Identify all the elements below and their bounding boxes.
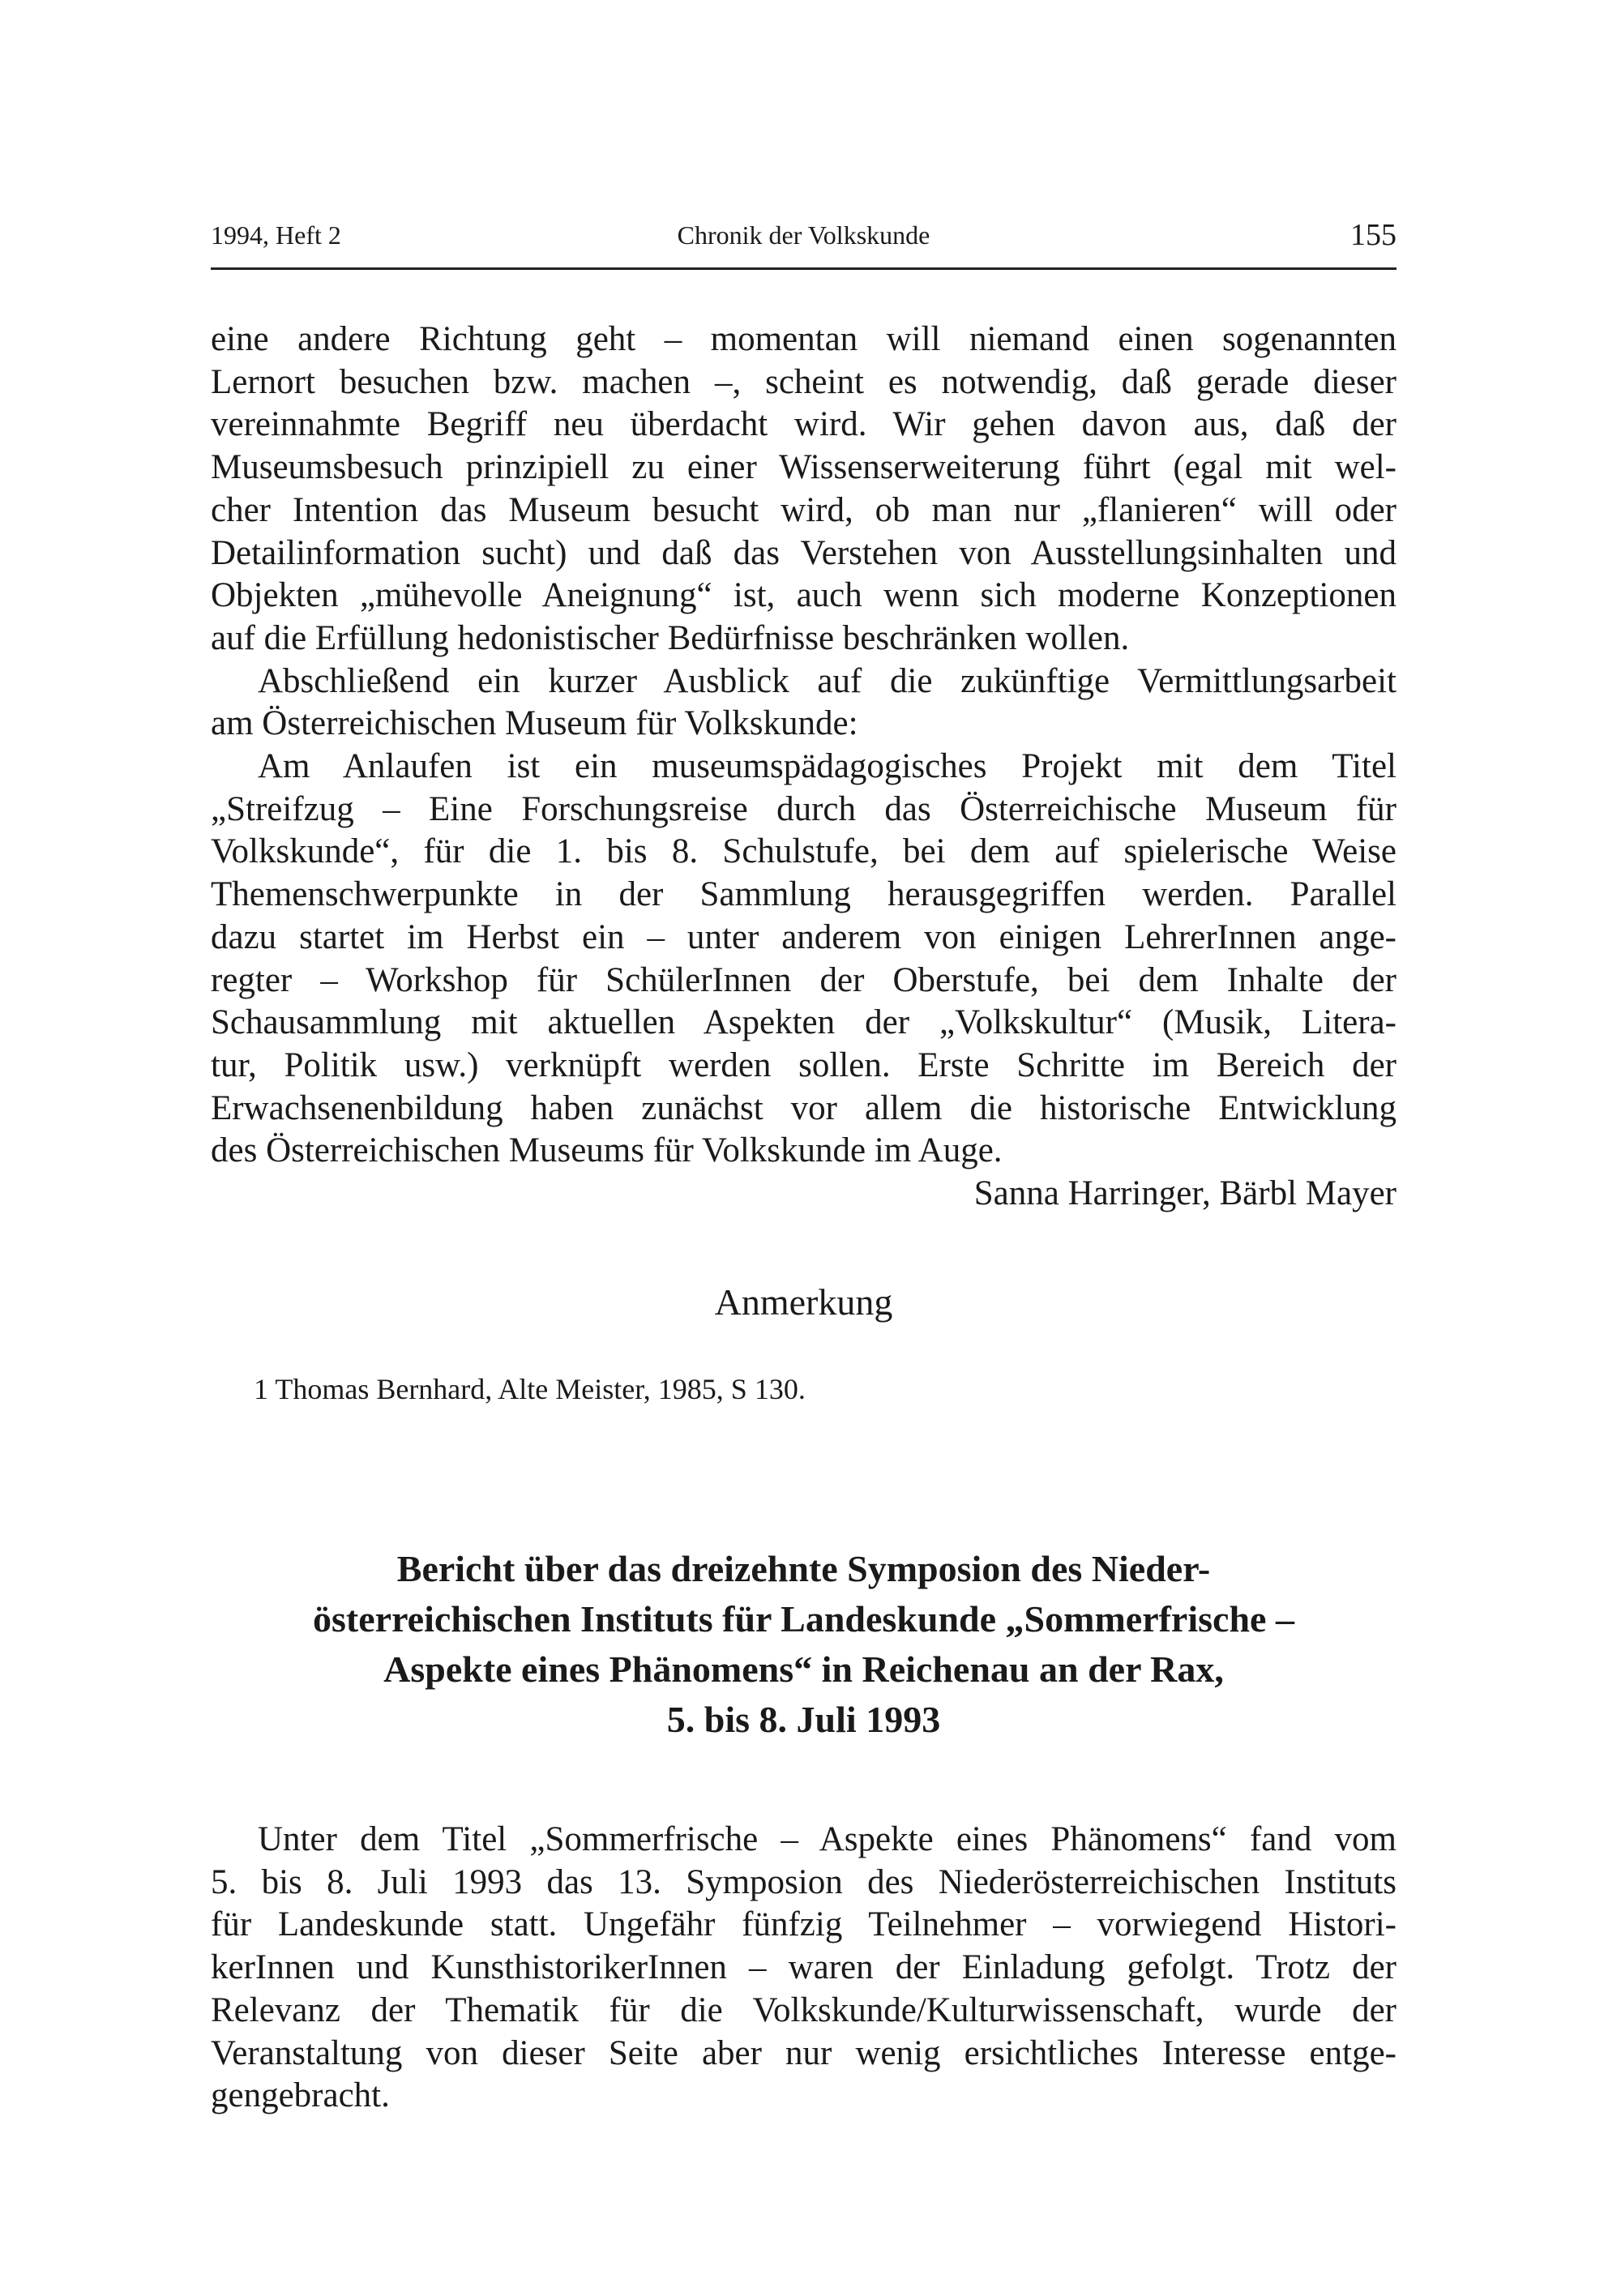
text-line: Relevanz der Thematik für die Volkskunde/Kulturwissenschaft, wurde der xyxy=(211,1990,1396,2029)
text-line: tur, Politik usw.) verknüpft werden sollen. Erste Schritte im Bereich der xyxy=(211,1045,1396,1084)
text-line: Unter dem Titel „Sommerfrische – Aspekte eines Phänomens“ fand vom xyxy=(258,1820,1396,1858)
footnote: 1 Thomas Bernhard, Alte Meister, 1985, S 130. xyxy=(254,1373,806,1405)
text-line: Lernort besuchen bzw. machen –, scheint es notwendig, daß gerade dieser xyxy=(211,362,1396,401)
text-line: am Österreichischen Museum für Volkskunde: xyxy=(211,704,858,743)
text-line: Museumsbesuch prinzipiell zu einer Wissenserweiterung führt (egal mit wel- xyxy=(211,448,1396,487)
article-title-line: Aspekte eines Phänomens“ in Reichenau an der Rax, xyxy=(383,1648,1224,1690)
text-line: „Streifzug – Eine Forschungsreise durch das Österreichische Museum für xyxy=(211,789,1396,828)
text-line: auf die Erfüllung hedonistischer Bedürfnisse beschränken wollen. xyxy=(211,618,1130,657)
text-line: Detailinformation sucht) und daß das Verstehen von Ausstellungsinhalten und xyxy=(211,533,1396,572)
text-line: des Österreichischen Museums für Volkskunde im Auge. xyxy=(211,1131,1003,1170)
text-line: für Landeskunde statt. Ungefähr fünfzig Teilnehmer – vorwiegend Histori- xyxy=(211,1905,1396,1944)
text-line: regter – Workshop für SchülerInnen der Oberstufe, bei dem Inhalte der xyxy=(211,960,1396,999)
header-rule xyxy=(211,267,1396,270)
notes-heading: Anmerkung xyxy=(714,1281,893,1323)
page-number: 155 xyxy=(1350,218,1396,252)
running-header-title: Chronik der Volkskunde xyxy=(677,220,930,250)
author-signature: Sanna Harringer, Bärbl Mayer xyxy=(973,1174,1396,1212)
text-line: 5. bis 8. Juli 1993 das 13. Symposion des Niederösterreichischen Instituts xyxy=(211,1862,1396,1901)
text-line: Objekten „mühevolle Aneignung“ ist, auch wenn sich moderne Konzeptionen xyxy=(211,576,1396,615)
text-line: vereinnahmte Begriff neu überdacht wird. Wir gehen davon aus, daß der xyxy=(211,405,1396,444)
article-title-line: Bericht über das dreizehnte Symposion des Nieder- xyxy=(396,1548,1211,1589)
text-line: Volkskunde“, für die 1. bis 8. Schulstufe, bei dem auf spielerische Weise xyxy=(211,832,1396,871)
text-line: dazu startet im Herbst ein – unter anderem von einigen LehrerInnen ange- xyxy=(211,917,1396,956)
text-line: Themenschwerpunkte in der Sammlung herausgegriffen werden. Parallel xyxy=(211,875,1396,914)
article-title-line: österreichischen Instituts für Landeskunde „Sommerfrische – xyxy=(313,1598,1294,1640)
text-line: Erwachsenenbildung haben zunächst vor allem die historische Entwicklung xyxy=(211,1088,1396,1127)
text-line: Schausammlung mit aktuellen Aspekten der „Volkskultur“ (Musik, Litera- xyxy=(211,1003,1396,1042)
text-line: Am Anlaufen ist ein museumspädagogisches Projekt mit dem Titel xyxy=(258,747,1396,785)
text-line: Abschließend ein kurzer Ausblick auf die zukünftige Vermittlungsarbeit xyxy=(258,661,1396,700)
text-line: Veranstaltung von dieser Seite aber nur wenig ersichtliches Interesse entge- xyxy=(211,2033,1396,2072)
text-line: gengebracht. xyxy=(211,2076,390,2115)
article-title-line: 5. bis 8. Juli 1993 xyxy=(666,1699,941,1740)
text-line: kerInnen und KunsthistorikerInnen – waren der Einladung gefolgt. Trotz der xyxy=(211,1948,1396,1987)
text-line: eine andere Richtung geht – momentan will niemand einen sogenannten xyxy=(211,320,1396,358)
text-line: cher Intention das Museum besucht wird, ob man nur „flanieren“ will oder xyxy=(211,490,1396,529)
running-header-issue: 1994, Heft 2 xyxy=(211,220,341,250)
